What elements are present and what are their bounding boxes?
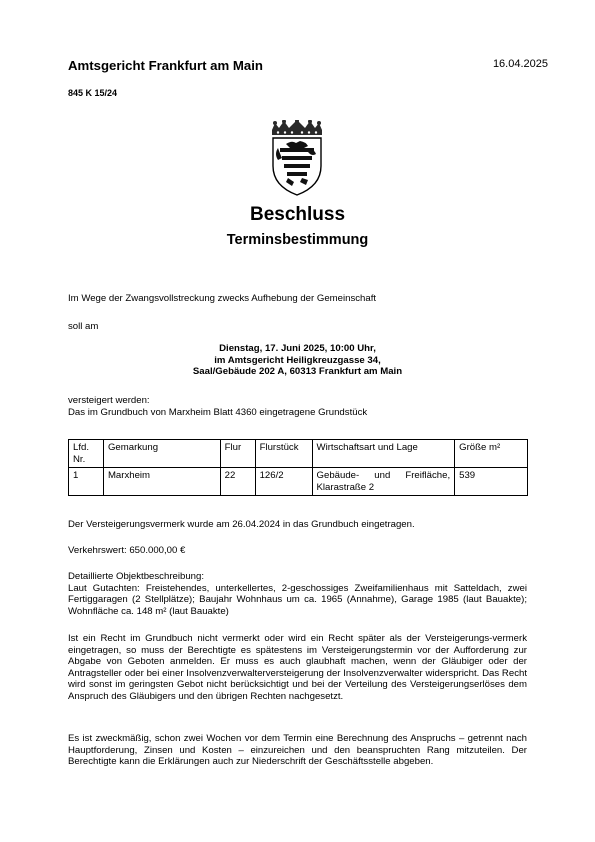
object-description: [68, 571, 527, 617]
table-header-cell: Größe m²: [455, 440, 528, 468]
versteigert-label: versteigert werden:: [68, 395, 150, 406]
table-header-row: [69, 440, 528, 468]
object-description-heading: Detaillierte Objektbeschreibung:: [68, 571, 204, 582]
hessen-coat-of-arms-icon: [266, 120, 328, 196]
court-name: Amtsgericht Frankfurt am Main: [68, 58, 263, 73]
object-description-text: Laut Gutachten: Freistehendes, unterkellertes, 2-geschossiges Zweifamilienhaus mit Satteldach, zwei Fertiggaragen (2 Stellplätze); Baujahr Wohnhaus um ca. 1965 (Annahme), Garage 1985 (laut Bauakte); Wohnfläche ca. 148 m² (laut Bauakte): [68, 582, 527, 617]
table-header-cell: Lfd. Nr.: [69, 440, 104, 468]
document-title: Beschluss: [249, 204, 346, 225]
table-cell: 539: [455, 468, 528, 496]
intro-text: Im Wege der Zwangsvollstreckung zwecks Aufhebung der Gemeinschaft: [68, 293, 377, 304]
appointment-room: Saal/Gebäude 202 A, 60313 Frankfurt am Main: [192, 366, 403, 378]
table-header-cell: Gemarkung: [103, 440, 220, 468]
verkehrswert-text: Verkehrswert: 650.000,00 €: [68, 545, 186, 556]
table-header-cell: Flurstück: [255, 440, 312, 468]
table-cell: 22: [220, 468, 255, 496]
table-cell: 1: [69, 468, 104, 496]
soll-am-text: soll am: [68, 321, 99, 332]
table-header-cell: Wirtschaftsart und Lage: [312, 440, 455, 468]
table-cell: 126/2: [255, 468, 312, 496]
auction-appointment: [140, 343, 455, 378]
auction-object-intro: [68, 395, 528, 418]
grundbuch-reference: Das im Grundbuch von Marxheim Blatt 4360 eingetragene Grundstück: [68, 406, 368, 418]
case-number: 845 K 15/24: [68, 88, 118, 98]
document-date: 16.04.2025: [492, 58, 548, 70]
rights-notice-paragraph: Ist ein Recht im Grundbuch nicht vermerkt oder wird ein Recht später als der Versteigerungs-vermerk eingetragen, so muss der Berechtigte es spätestens im Versteigerungstermin vor der Aufforderung zur Abgabe von Geboten anmelden. Er muss es auch glaubhaft machen, wenn der Gläubiger oder der Antragsteller oder bei einer Insolvenzverwalterversteigerung der Insolvenzverwalter widerspricht. Das Recht wird sonst im geringsten Gebot nicht berücksichtigt und bei der Verteilung des Versteigerungserlöses dem Anspruch des Gläubigers und den übrigen Rechten nachgesetzt.: [68, 633, 527, 702]
document-subtitle: Terminsbestimmung: [226, 232, 369, 248]
property-table: [68, 439, 528, 496]
table-cell: Marxheim: [103, 468, 220, 496]
table-cell: Gebäude- und Freifläche, Klarastraße 2: [312, 468, 455, 496]
claim-notice-paragraph: Es ist zweckmäßig, schon zwei Wochen vor dem Termin eine Berechnung des Anspruchs – getrennt nach Hauptforderung, Zinsen und Kosten – einzureichen und den beanspruchten Rang mitzuteilen. Der Berechtigte kann die Erklärungen auch zur Niederschrift der Geschäftsstelle abgeben.: [68, 733, 527, 768]
vermerk-text: Der Versteigerungsvermerk wurde am 26.04.2024 in das Grundbuch eingetragen.: [68, 519, 415, 530]
table-row: [69, 468, 528, 496]
appointment-location: im Amtsgericht Heiligkreuzgasse 34,: [214, 354, 381, 366]
table-header-cell: Flur: [220, 440, 255, 468]
appointment-datetime: Dienstag, 17. Juni 2025, 10:00 Uhr,: [219, 343, 376, 354]
